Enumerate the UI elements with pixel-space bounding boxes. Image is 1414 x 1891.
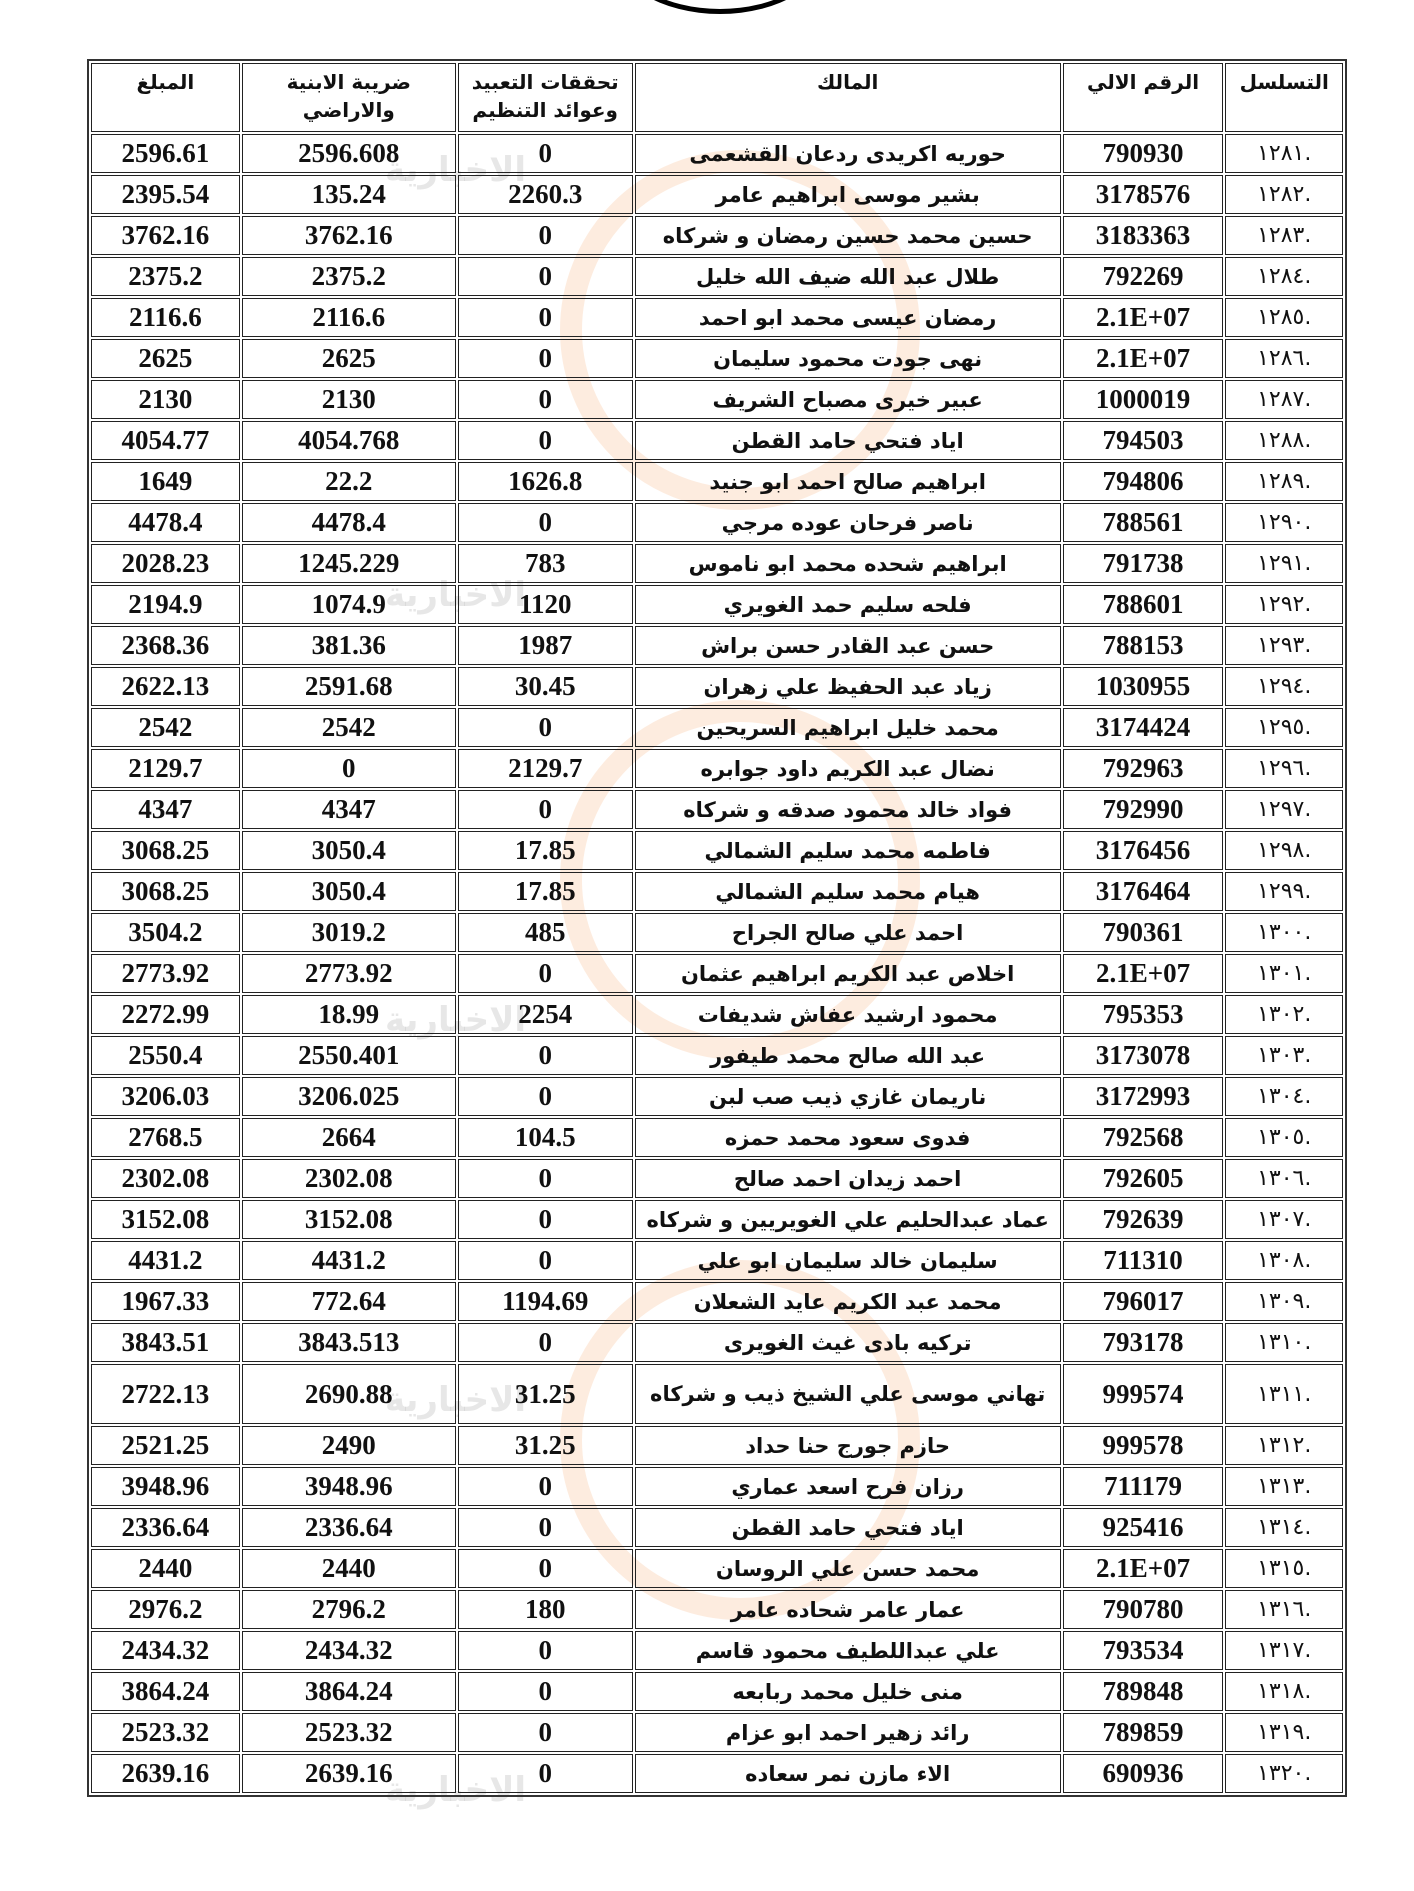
cell-auto-number: 3173078 — [1063, 1036, 1224, 1075]
cell-paving-fees: 17.85 — [458, 872, 633, 911]
table-row — [91, 544, 1343, 583]
cell-paving-fees: 0 — [458, 1713, 633, 1752]
cell-auto-number: 788153 — [1063, 626, 1224, 665]
cell-owner: رائد زهير احمد ابو عزام — [635, 1713, 1061, 1752]
table-row — [91, 1036, 1343, 1075]
cell-paving-fees: 0 — [458, 380, 633, 419]
cell-owner: محمود ارشيد عفاش شديفات — [635, 995, 1061, 1034]
cell-auto-number: 792990 — [1063, 790, 1224, 829]
cell-serial: .١٣٠٥ — [1225, 1118, 1343, 1157]
cell-amount: 3152.08 — [91, 1200, 240, 1239]
watermark-text: الاخبارية — [385, 1770, 527, 1810]
cell-paving-fees: 485 — [458, 913, 633, 952]
cell-auto-number: 792269 — [1063, 257, 1224, 296]
cell-serial: .١٣١٠ — [1225, 1323, 1343, 1362]
cell-building-tax: 381.36 — [242, 626, 456, 665]
cell-serial: .١٣١٤ — [1225, 1508, 1343, 1547]
cell-owner: ناصر فرحان عوده مرجي — [635, 503, 1061, 542]
cell-auto-number: 1000019 — [1063, 380, 1224, 419]
cell-amount: 2542 — [91, 708, 240, 747]
cell-auto-number: 789848 — [1063, 1672, 1224, 1711]
cell-amount: 1649 — [91, 462, 240, 501]
cell-building-tax: 18.99 — [242, 995, 456, 1034]
cell-paving-fees: 0 — [458, 1323, 633, 1362]
table-row — [91, 626, 1343, 665]
cell-owner: علي عبداللطيف محمود قاسم — [635, 1631, 1061, 1670]
cell-serial: .١٢٩٧ — [1225, 790, 1343, 829]
cell-amount: 2523.32 — [91, 1713, 240, 1752]
cell-amount: 2550.4 — [91, 1036, 240, 1075]
cell-building-tax: 3050.4 — [242, 872, 456, 911]
table-row — [91, 421, 1343, 460]
cell-paving-fees: 0 — [458, 708, 633, 747]
cell-building-tax: 2116.6 — [242, 298, 456, 337]
cell-owner: نضال عبد الكريم داود جوابره — [635, 749, 1061, 788]
cell-auto-number: 789859 — [1063, 1713, 1224, 1752]
cell-paving-fees: 0 — [458, 1159, 633, 1198]
cell-serial: .١٣٠٩ — [1225, 1282, 1343, 1321]
table-row — [91, 216, 1343, 255]
cell-paving-fees: 2254 — [458, 995, 633, 1034]
cell-building-tax: 3206.025 — [242, 1077, 456, 1116]
cell-auto-number: 3178576 — [1063, 175, 1224, 214]
table-row — [91, 708, 1343, 747]
cell-auto-number: 792639 — [1063, 1200, 1224, 1239]
table-row — [91, 1754, 1343, 1793]
cell-serial: .١٣١٥ — [1225, 1549, 1343, 1588]
cell-owner: حسن عبد القادر حسن براش — [635, 626, 1061, 665]
cell-paving-fees: 0 — [458, 1241, 633, 1280]
table-row — [91, 790, 1343, 829]
cell-serial: .١٢٨٣ — [1225, 216, 1343, 255]
cell-building-tax: 772.64 — [242, 1282, 456, 1321]
cell-serial: .١٢٩٥ — [1225, 708, 1343, 747]
cell-building-tax: 2440 — [242, 1549, 456, 1588]
cell-auto-number: 790780 — [1063, 1590, 1224, 1629]
cell-paving-fees: 0 — [458, 1467, 633, 1506]
cell-building-tax: 2773.92 — [242, 954, 456, 993]
cell-auto-number: 2.1E+07 — [1063, 954, 1224, 993]
cell-paving-fees: 0 — [458, 1200, 633, 1239]
cell-owner: الاء مازن نمر سعاده — [635, 1754, 1061, 1793]
cell-paving-fees: 2129.7 — [458, 749, 633, 788]
table-row — [91, 1200, 1343, 1239]
table-row — [91, 1118, 1343, 1157]
table-row — [91, 1467, 1343, 1506]
cell-serial: .١٢٩٩ — [1225, 872, 1343, 911]
cell-amount: 3068.25 — [91, 831, 240, 870]
cell-building-tax: 3948.96 — [242, 1467, 456, 1506]
cell-owner: اياد فتحي حامد القطن — [635, 421, 1061, 460]
cell-amount: 2336.64 — [91, 1508, 240, 1547]
cell-building-tax: 3019.2 — [242, 913, 456, 952]
cell-owner: رمضان عيسى محمد ابو احمد — [635, 298, 1061, 337]
cell-paving-fees: 0 — [458, 1549, 633, 1588]
cell-amount: 4431.2 — [91, 1241, 240, 1280]
table-row — [91, 667, 1343, 706]
header-paving-fees-line2: وعوائد التنظيم — [472, 98, 618, 122]
cell-amount: 2129.7 — [91, 749, 240, 788]
watermark-text: الاخبارية — [385, 1380, 527, 1420]
cell-paving-fees: 0 — [458, 1754, 633, 1793]
cell-amount: 2773.92 — [91, 954, 240, 993]
cell-building-tax: 3843.513 — [242, 1323, 456, 1362]
cell-amount: 2440 — [91, 1549, 240, 1588]
cell-building-tax: 2796.2 — [242, 1590, 456, 1629]
cell-building-tax: 2434.32 — [242, 1631, 456, 1670]
cell-auto-number: 925416 — [1063, 1508, 1224, 1547]
cell-amount: 3068.25 — [91, 872, 240, 911]
table-row — [91, 954, 1343, 993]
cell-amount: 4478.4 — [91, 503, 240, 542]
watermark-text: الاخبارية — [385, 575, 527, 615]
cell-amount: 2722.13 — [91, 1364, 240, 1424]
table-row — [91, 1077, 1343, 1116]
cell-building-tax: 0 — [242, 749, 456, 788]
cell-amount: 2976.2 — [91, 1590, 240, 1629]
cell-amount: 1967.33 — [91, 1282, 240, 1321]
cell-amount: 2596.61 — [91, 134, 240, 173]
cell-paving-fees: 0 — [458, 421, 633, 460]
cell-auto-number: 3183363 — [1063, 216, 1224, 255]
cell-owner: ابراهيم صالح احمد ابو جنيد — [635, 462, 1061, 501]
cell-auto-number: 2.1E+07 — [1063, 339, 1224, 378]
cell-amount: 2768.5 — [91, 1118, 240, 1157]
cell-paving-fees: 0 — [458, 1077, 633, 1116]
cell-auto-number: 792963 — [1063, 749, 1224, 788]
cell-owner: ابراهيم شحده محمد ابو ناموس — [635, 544, 1061, 583]
cell-paving-fees: 0 — [458, 1036, 633, 1075]
cell-building-tax: 4431.2 — [242, 1241, 456, 1280]
cell-amount: 3864.24 — [91, 1672, 240, 1711]
cell-owner: اياد فتحي حامد القطن — [635, 1508, 1061, 1547]
cell-owner: عمار عامر شحاده عامر — [635, 1590, 1061, 1629]
cell-auto-number: 790361 — [1063, 913, 1224, 952]
cell-auto-number: 3172993 — [1063, 1077, 1224, 1116]
cell-serial: .١٣١٦ — [1225, 1590, 1343, 1629]
header-building-tax-line2: والاراضي — [302, 98, 395, 122]
cell-paving-fees: 0 — [458, 1672, 633, 1711]
table-row — [91, 1426, 1343, 1465]
cell-owner: حوريه اكريدى ردعان القشعمى — [635, 134, 1061, 173]
table-header-row — [91, 63, 1343, 132]
cell-serial: .١٣١١ — [1225, 1364, 1343, 1424]
watermark-text: الاخبارية — [385, 150, 527, 190]
cell-amount: 4347 — [91, 790, 240, 829]
table-row — [91, 1590, 1343, 1629]
cell-serial: .١٣٠٦ — [1225, 1159, 1343, 1198]
table-row — [91, 1241, 1343, 1280]
cell-building-tax: 4347 — [242, 790, 456, 829]
table-row — [91, 585, 1343, 624]
cell-serial: .١٢٩٨ — [1225, 831, 1343, 870]
cell-amount: 2622.13 — [91, 667, 240, 706]
cell-paving-fees: 0 — [458, 298, 633, 337]
cell-amount: 3762.16 — [91, 216, 240, 255]
table-row — [91, 134, 1343, 173]
header-owner: المالك — [635, 63, 1061, 132]
cell-amount: 2625 — [91, 339, 240, 378]
cell-building-tax: 22.2 — [242, 462, 456, 501]
cell-serial: .١٣١٢ — [1225, 1426, 1343, 1465]
cell-auto-number: 793534 — [1063, 1631, 1224, 1670]
cell-owner: زياد عبد الحفيظ علي زهران — [635, 667, 1061, 706]
header-paving-fees-line1: تحققات التعبيد — [471, 70, 619, 94]
cell-paving-fees: 180 — [458, 1590, 633, 1629]
cell-owner: فدوى سعود محمد حمزه — [635, 1118, 1061, 1157]
cell-owner: احمد علي صالح الجراح — [635, 913, 1061, 952]
header-paving-fees — [458, 63, 633, 132]
cell-auto-number: 3174424 — [1063, 708, 1224, 747]
cell-building-tax: 2336.64 — [242, 1508, 456, 1547]
cell-serial: .١٣٠٤ — [1225, 1077, 1343, 1116]
table-row — [91, 831, 1343, 870]
cell-owner: رزان فرح اسعد عماري — [635, 1467, 1061, 1506]
cell-building-tax: 2664 — [242, 1118, 456, 1157]
cell-building-tax: 2130 — [242, 380, 456, 419]
cell-building-tax: 2639.16 — [242, 1754, 456, 1793]
cell-building-tax: 3864.24 — [242, 1672, 456, 1711]
cell-paving-fees: 0 — [458, 257, 633, 296]
cell-paving-fees: 783 — [458, 544, 633, 583]
cell-amount: 3843.51 — [91, 1323, 240, 1362]
table-row — [91, 1508, 1343, 1547]
cell-serial: .١٢٨٤ — [1225, 257, 1343, 296]
table-row — [91, 872, 1343, 911]
cell-owner: عبد الله صالح محمد طيفور — [635, 1036, 1061, 1075]
table-row — [91, 339, 1343, 378]
cell-building-tax: 2375.2 — [242, 257, 456, 296]
cell-building-tax: 2690.88 — [242, 1364, 456, 1424]
cell-amount: 2130 — [91, 380, 240, 419]
table-row — [91, 1713, 1343, 1752]
cell-owner: ناريمان غازي ذيب صب لبن — [635, 1077, 1061, 1116]
cell-auto-number: 788601 — [1063, 585, 1224, 624]
cell-auto-number: 791738 — [1063, 544, 1224, 583]
cell-serial: .١٣٠٧ — [1225, 1200, 1343, 1239]
cell-amount: 2302.08 — [91, 1159, 240, 1198]
cell-serial: .١٢٩٣ — [1225, 626, 1343, 665]
cell-auto-number: 794806 — [1063, 462, 1224, 501]
cell-paving-fees: 0 — [458, 503, 633, 542]
cell-paving-fees: 0 — [458, 1631, 633, 1670]
cell-paving-fees: 104.5 — [458, 1118, 633, 1157]
cell-owner: احمد زيدان احمد صالح — [635, 1159, 1061, 1198]
cell-building-tax: 4054.768 — [242, 421, 456, 460]
cell-paving-fees: 0 — [458, 1508, 633, 1547]
table-body — [91, 134, 1343, 1793]
cell-amount: 2194.9 — [91, 585, 240, 624]
cell-building-tax: 135.24 — [242, 175, 456, 214]
cell-serial: .١٢٩١ — [1225, 544, 1343, 583]
cell-paving-fees: 31.25 — [458, 1426, 633, 1465]
cell-amount: 2639.16 — [91, 1754, 240, 1793]
cell-owner: نهى جودت محمود سليمان — [635, 339, 1061, 378]
cell-amount: 2272.99 — [91, 995, 240, 1034]
cell-amount: 2375.2 — [91, 257, 240, 296]
cell-owner: عماد عبدالحليم علي الغويريين و شركاه — [635, 1200, 1061, 1239]
watermark-text: الاخبارية — [385, 1000, 527, 1040]
cell-serial: .١٣٠١ — [1225, 954, 1343, 993]
cell-owner: فواد خالد محمود صدقه و شركاه — [635, 790, 1061, 829]
table-row — [91, 462, 1343, 501]
owners-tax-table — [87, 59, 1347, 1797]
cell-amount: 2395.54 — [91, 175, 240, 214]
cell-auto-number: 792568 — [1063, 1118, 1224, 1157]
table-row — [91, 913, 1343, 952]
cell-serial: .١٢٩٤ — [1225, 667, 1343, 706]
cell-building-tax: 2591.68 — [242, 667, 456, 706]
cell-auto-number: 2.1E+07 — [1063, 298, 1224, 337]
table-row — [91, 503, 1343, 542]
cell-serial: .١٣١٧ — [1225, 1631, 1343, 1670]
table-row — [91, 1631, 1343, 1670]
cell-auto-number: 711310 — [1063, 1241, 1224, 1280]
cell-paving-fees: 1626.8 — [458, 462, 633, 501]
cell-serial: .١٣١٩ — [1225, 1713, 1343, 1752]
cell-owner: فاطمه محمد سليم الشمالي — [635, 831, 1061, 870]
table-row — [91, 380, 1343, 419]
cell-owner: حازم جورج حنا حداد — [635, 1426, 1061, 1465]
cell-owner: عبير خيرى مصباح الشريف — [635, 380, 1061, 419]
cell-building-tax: 1074.9 — [242, 585, 456, 624]
cell-serial: .١٣١٨ — [1225, 1672, 1343, 1711]
cell-amount: 2116.6 — [91, 298, 240, 337]
table-row — [91, 1364, 1343, 1424]
cell-amount: 4054.77 — [91, 421, 240, 460]
cell-serial: .١٢٨٨ — [1225, 421, 1343, 460]
cell-serial: .١٣٠٨ — [1225, 1241, 1343, 1280]
table-row — [91, 1549, 1343, 1588]
cell-paving-fees: 2260.3 — [458, 175, 633, 214]
cell-paving-fees: 0 — [458, 339, 633, 378]
cell-serial: .١٣٠٢ — [1225, 995, 1343, 1034]
cell-serial: .١٣٠٠ — [1225, 913, 1343, 952]
cell-serial: .١٢٨٦ — [1225, 339, 1343, 378]
cell-paving-fees: 1987 — [458, 626, 633, 665]
cell-amount: 2028.23 — [91, 544, 240, 583]
cell-auto-number: 999574 — [1063, 1364, 1224, 1424]
cell-auto-number: 3176464 — [1063, 872, 1224, 911]
cell-building-tax: 2550.401 — [242, 1036, 456, 1075]
cell-amount: 3504.2 — [91, 913, 240, 952]
table-row — [91, 749, 1343, 788]
cell-serial: .١٣٢٠ — [1225, 1754, 1343, 1793]
cell-paving-fees: 1194.69 — [458, 1282, 633, 1321]
cell-owner: طلال عبد الله ضيف الله خليل — [635, 257, 1061, 296]
cell-paving-fees: 1120 — [458, 585, 633, 624]
cell-building-tax: 2542 — [242, 708, 456, 747]
table-row — [91, 1159, 1343, 1198]
cell-owner: بشير موسى ابراهيم عامر — [635, 175, 1061, 214]
table-row — [91, 175, 1343, 214]
cell-paving-fees: 0 — [458, 134, 633, 173]
cell-building-tax: 3762.16 — [242, 216, 456, 255]
cell-paving-fees: 0 — [458, 216, 633, 255]
cell-serial: .١٣٠٣ — [1225, 1036, 1343, 1075]
cell-building-tax: 2490 — [242, 1426, 456, 1465]
cell-auto-number: 1030955 — [1063, 667, 1224, 706]
cell-building-tax: 3152.08 — [242, 1200, 456, 1239]
header-serial: التسلسل — [1225, 63, 1343, 132]
cell-paving-fees: 30.45 — [458, 667, 633, 706]
cell-amount: 2521.25 — [91, 1426, 240, 1465]
cell-auto-number: 790930 — [1063, 134, 1224, 173]
cell-auto-number: 999578 — [1063, 1426, 1224, 1465]
table-row — [91, 1323, 1343, 1362]
cell-owner: محمد حسن علي الروسان — [635, 1549, 1061, 1588]
table-row — [91, 1672, 1343, 1711]
cell-serial: .١٢٨٩ — [1225, 462, 1343, 501]
header-amount: المبلغ — [91, 63, 240, 132]
cell-building-tax: 2302.08 — [242, 1159, 456, 1198]
cell-building-tax: 3050.4 — [242, 831, 456, 870]
cell-serial: .١٢٨١ — [1225, 134, 1343, 173]
cell-auto-number: 711179 — [1063, 1467, 1224, 1506]
cell-amount: 2434.32 — [91, 1631, 240, 1670]
cell-owner: اخلاص عبد الكريم ابراهيم عثمان — [635, 954, 1061, 993]
table-row — [91, 257, 1343, 296]
cell-paving-fees: 0 — [458, 954, 633, 993]
cell-paving-fees: 31.25 — [458, 1364, 633, 1424]
cell-serial: .١٢٩٢ — [1225, 585, 1343, 624]
cell-amount: 2368.36 — [91, 626, 240, 665]
cell-building-tax: 2596.608 — [242, 134, 456, 173]
table-row — [91, 995, 1343, 1034]
cell-building-tax: 2523.32 — [242, 1713, 456, 1752]
cell-auto-number: 690936 — [1063, 1754, 1224, 1793]
cell-auto-number: 792605 — [1063, 1159, 1224, 1198]
table-row — [91, 1282, 1343, 1321]
cell-amount: 3948.96 — [91, 1467, 240, 1506]
cell-auto-number: 3176456 — [1063, 831, 1224, 870]
cell-owner: محمد خليل ابراهيم السريحين — [635, 708, 1061, 747]
cell-serial: .١٢٩٠ — [1225, 503, 1343, 542]
cell-owner: تهاني موسى علي الشيخ ذيب و شركاه — [635, 1364, 1061, 1424]
cell-building-tax: 4478.4 — [242, 503, 456, 542]
cell-serial: .١٢٨٥ — [1225, 298, 1343, 337]
cell-owner: فلحه سليم حمد الغويري — [635, 585, 1061, 624]
decorative-arc — [612, 0, 828, 14]
cell-serial: .١٢٩٦ — [1225, 749, 1343, 788]
cell-owner: سليمان خالد سليمان ابو علي — [635, 1241, 1061, 1280]
cell-serial: .١٢٨٢ — [1225, 175, 1343, 214]
cell-owner: محمد عبد الكريم عايد الشعلان — [635, 1282, 1061, 1321]
table-row — [91, 298, 1343, 337]
cell-paving-fees: 17.85 — [458, 831, 633, 870]
cell-auto-number: 794503 — [1063, 421, 1224, 460]
cell-building-tax: 1245.229 — [242, 544, 456, 583]
cell-auto-number: 796017 — [1063, 1282, 1224, 1321]
cell-auto-number: 793178 — [1063, 1323, 1224, 1362]
cell-owner: هيام محمد سليم الشمالي — [635, 872, 1061, 911]
header-building-tax-line1: ضريبة الابنية — [286, 70, 411, 94]
header-auto-number: الرقم الالي — [1063, 63, 1224, 132]
cell-serial: .١٣١٣ — [1225, 1467, 1343, 1506]
cell-auto-number: 2.1E+07 — [1063, 1549, 1224, 1588]
cell-auto-number: 788561 — [1063, 503, 1224, 542]
cell-paving-fees: 0 — [458, 790, 633, 829]
cell-building-tax: 2625 — [242, 339, 456, 378]
cell-owner: تركيه بادى غيث الغويرى — [635, 1323, 1061, 1362]
cell-serial: .١٢٨٧ — [1225, 380, 1343, 419]
cell-auto-number: 795353 — [1063, 995, 1224, 1034]
cell-owner: منى خليل محمد ربابعه — [635, 1672, 1061, 1711]
header-building-tax — [242, 63, 456, 132]
cell-amount: 3206.03 — [91, 1077, 240, 1116]
cell-owner: حسين محمد حسين رمضان و شركاه — [635, 216, 1061, 255]
